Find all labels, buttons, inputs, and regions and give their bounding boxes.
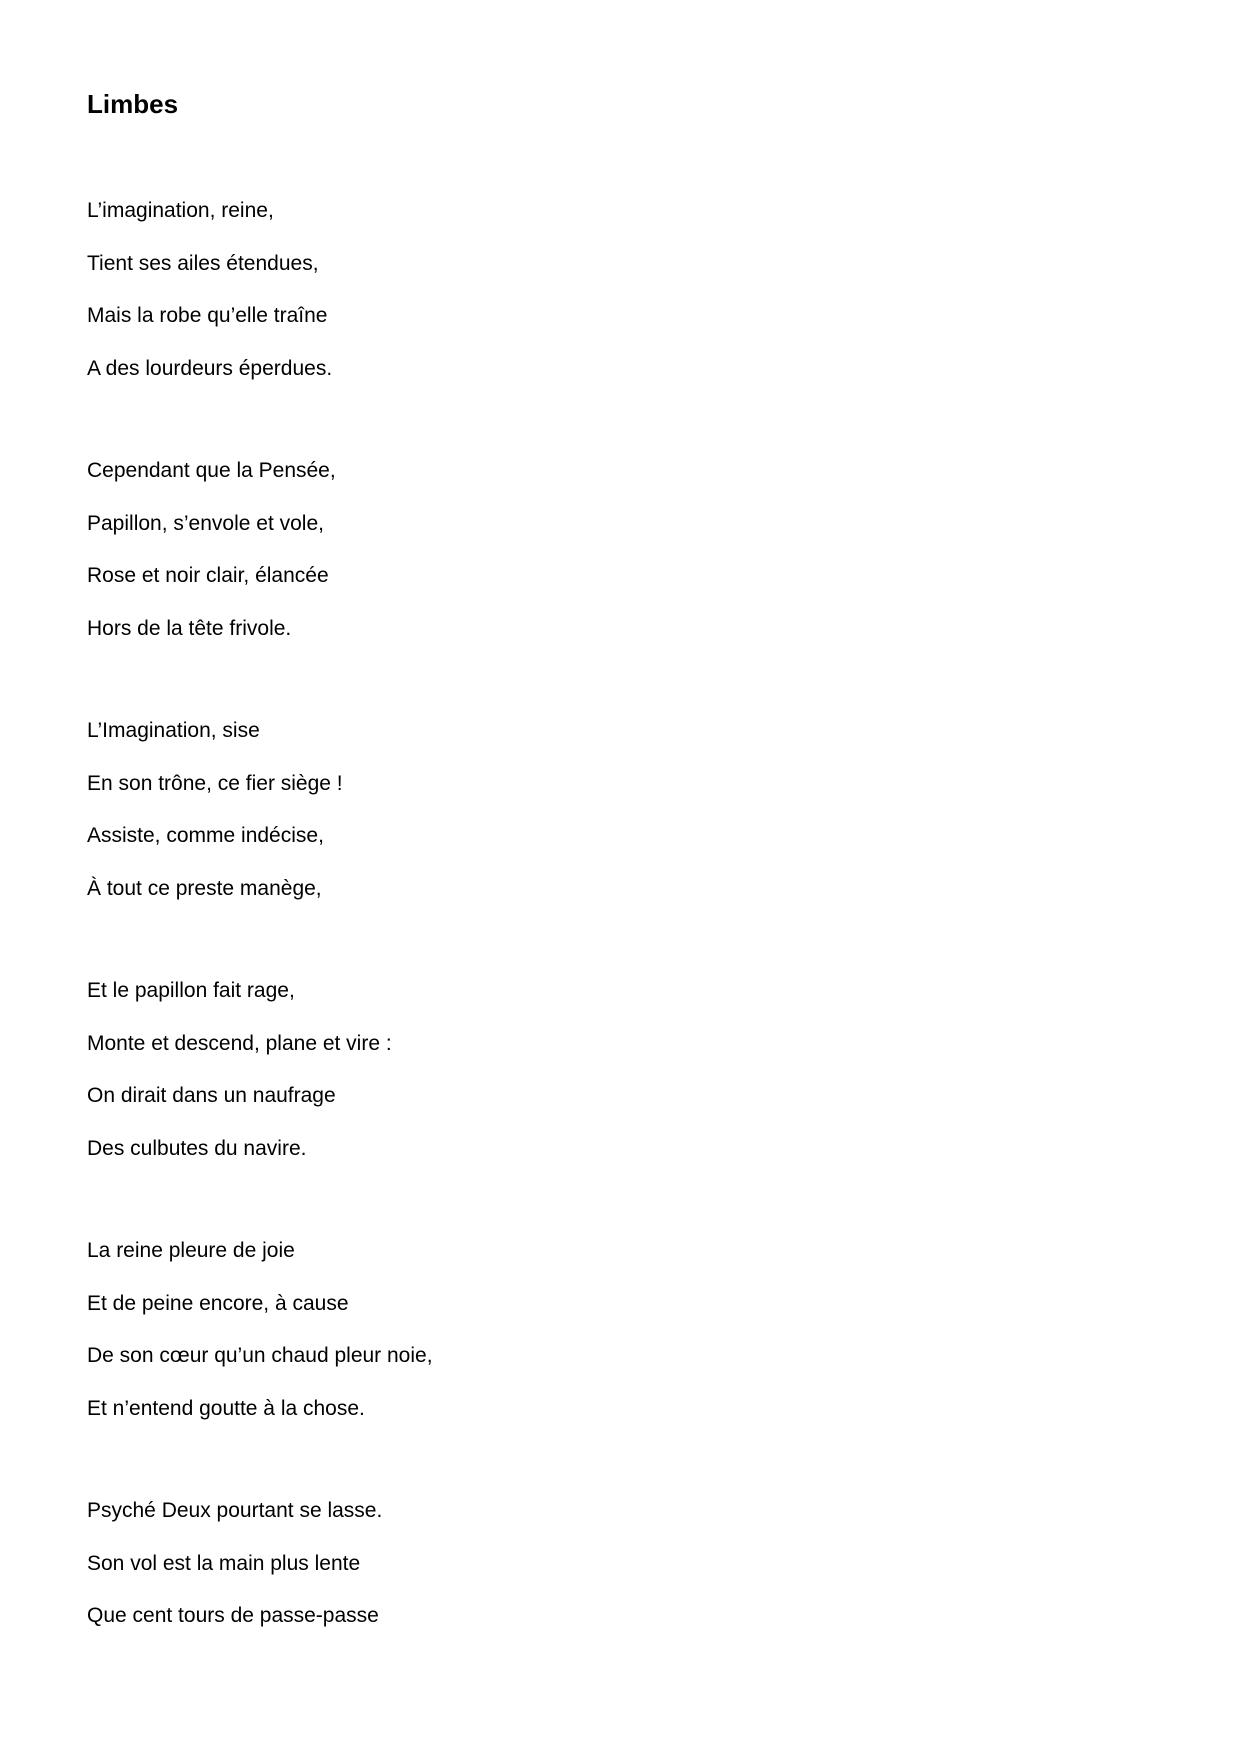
- verse-line: La reine pleure de joie: [87, 1239, 295, 1262]
- verse-line: Psyché Deux pourtant se lasse.: [87, 1499, 383, 1522]
- stanza-4: [87, 978, 392, 1188]
- stanza-5: [87, 1238, 433, 1448]
- verse-line: Hors de la tête frivole.: [87, 616, 292, 640]
- verse-line: Que cent tours de passe-passe: [87, 1604, 379, 1627]
- verse-line: Monte et descend, plane et vire :: [87, 1031, 392, 1055]
- stanza-6: [87, 1498, 382, 1656]
- verse-line: À tout ce preste manège,: [87, 876, 322, 900]
- verse-line: Mais la robe qu’elle traîne: [87, 304, 328, 327]
- verse-line: Assiste, comme indécise,: [87, 824, 324, 847]
- verse-line: Et le papillon fait rage,: [87, 979, 295, 1002]
- verse-line: Cependant que la Pensée,: [87, 459, 336, 482]
- verse-line: Des culbutes du navire.: [87, 1136, 307, 1160]
- verse-line: De son cœur qu’un chaud pleur noie,: [87, 1344, 433, 1367]
- verse-line: Son vol est la main plus lente: [87, 1551, 361, 1575]
- stanza-1: [87, 198, 332, 408]
- verse-line: En son trône, ce fier siège !: [87, 771, 343, 795]
- poem-title: Limbes: [87, 89, 179, 119]
- stanza-3: [87, 718, 343, 928]
- verse-line: A des lourdeurs éperdues.: [87, 356, 333, 380]
- verse-line: Et n’entend goutte à la chose.: [87, 1396, 365, 1420]
- verse-line: L’imagination, reine,: [87, 199, 274, 222]
- verse-line: On dirait dans un naufrage: [87, 1084, 336, 1107]
- verse-line: Rose et noir clair, élancée: [87, 564, 329, 587]
- stanza-2: [87, 458, 336, 668]
- verse-line: Et de peine encore, à cause: [87, 1291, 349, 1315]
- verse-line: L’Imagination, sise: [87, 719, 260, 742]
- verse-line: Papillon, s’envole et vole,: [87, 511, 324, 535]
- verse-line: Tient ses ailes étendues,: [87, 251, 319, 275]
